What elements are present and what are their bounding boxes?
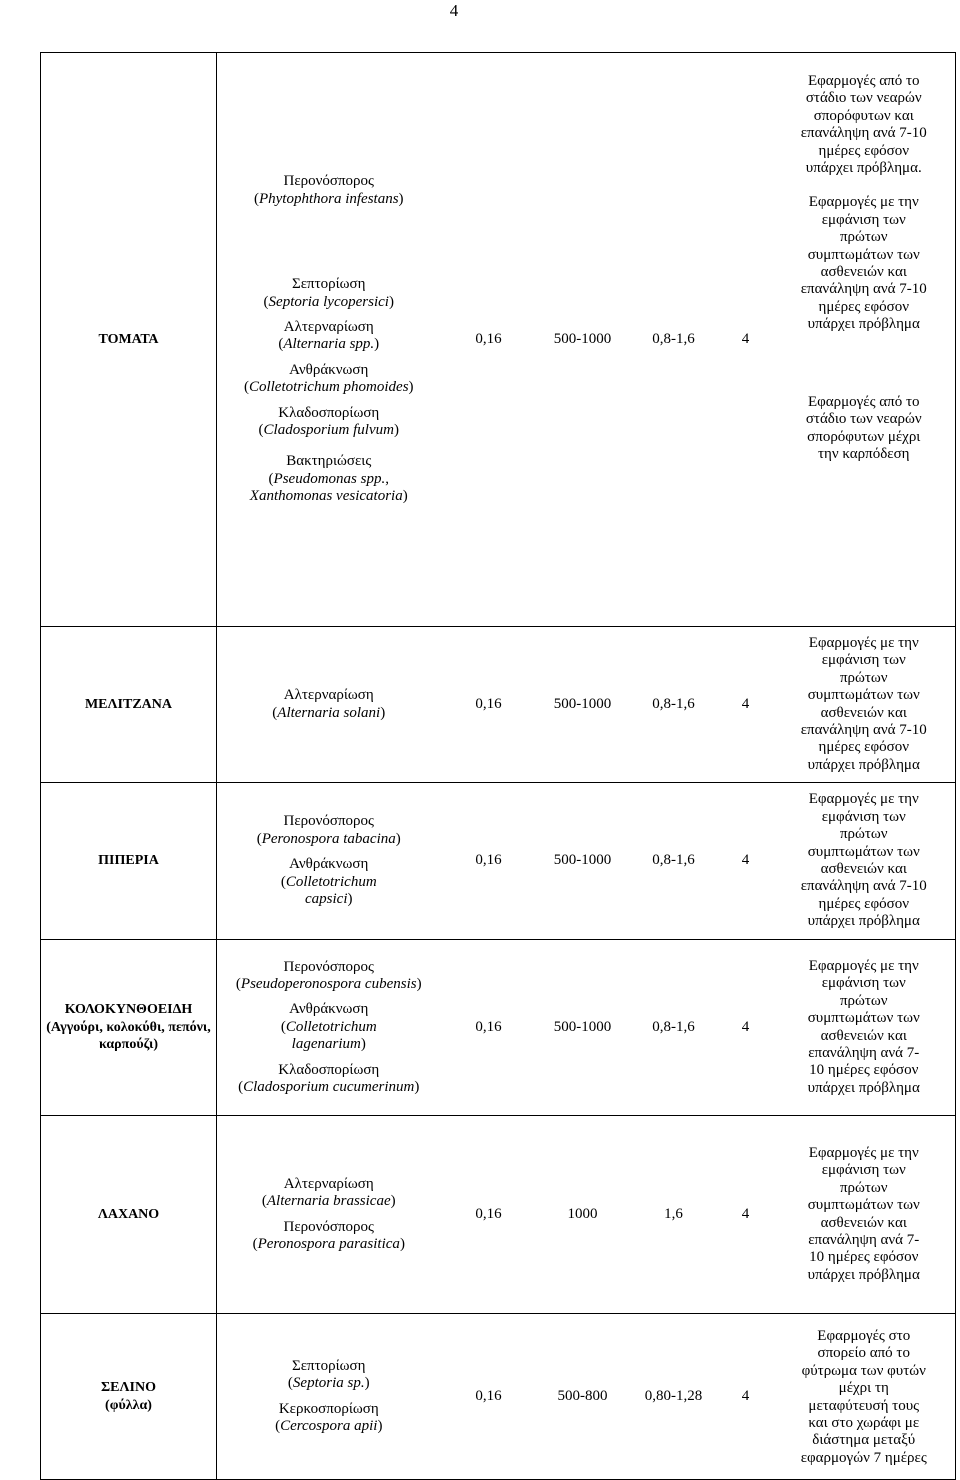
disease-cell xyxy=(217,1116,441,1314)
disease-scientific: capsici) xyxy=(305,891,353,908)
disease-name: Σεπτορίωση xyxy=(292,276,366,293)
notes-cell: Εφαρμογές με την εμφάνιση των πρώτων συμπτωμάτων των ασθενειών και επανάληψη ανά 7-10 ημέρες εφόσον υπάρχει πρόβλημα xyxy=(773,627,956,783)
dose-cell: 0,16 xyxy=(441,1116,537,1314)
disease-cell xyxy=(217,53,441,627)
table-row-tomato xyxy=(41,53,956,627)
disease-name: Περονόσπορος xyxy=(283,813,374,830)
disease-scientific: (Cladosporium fulvum) xyxy=(258,422,399,439)
crop-cell xyxy=(41,53,217,627)
disease-scientific: (Colletotrichum xyxy=(280,1018,377,1035)
disease-name: Βακτηριώσεις xyxy=(286,453,372,470)
disease-name: Περονόσπορος xyxy=(283,1218,374,1235)
disease-scientific: (Peronospora parasitica) xyxy=(252,1235,405,1252)
dose-cell: 0,16 xyxy=(441,627,537,783)
notes-cell: Εφαρμογές στο σπορείο από το φύτρωμα των φυτών μέχρι τη μεταφύτευσή τους και στο χωράφι με διάστημα μεταξύ εφαρμογών 7 ημέρες xyxy=(773,1314,956,1480)
crop-name: ΜΕΛΙΤΖΑΝΑ xyxy=(84,696,173,712)
dose-cell: 0,16 xyxy=(441,53,537,627)
max-apps-cell: 4 xyxy=(719,1116,773,1314)
dose-cell: 0,16 xyxy=(441,940,537,1116)
max-apps-cell: 4 xyxy=(719,627,773,783)
volume-cell: 500-1000 xyxy=(537,940,629,1116)
dose-cell: 0,16 xyxy=(441,783,537,940)
crop-name: ΤΟΜΑΤΑ xyxy=(98,331,159,347)
table-row-celery xyxy=(41,1314,956,1480)
volume-cell: 500-1000 xyxy=(537,53,629,627)
rate-cell: 0,8-1,6 xyxy=(629,53,719,627)
disease-scientific: (Cladosporium cucumerinum) xyxy=(238,1079,420,1096)
disease-name: Κλαδοσπορίωση xyxy=(278,404,380,421)
rate-cell: 1,6 xyxy=(629,1116,719,1314)
disease-cell xyxy=(217,1314,441,1480)
crop-name: ΣΕΛΙΝΟ xyxy=(101,1380,156,1396)
rate-cell: 0,8-1,6 xyxy=(629,627,719,783)
disease-scientific: (Colletotrichum xyxy=(280,873,377,890)
crop-cell xyxy=(41,627,217,783)
disease-cell xyxy=(217,627,441,783)
max-apps-cell: 4 xyxy=(719,53,773,627)
table-row-eggplant xyxy=(41,627,956,783)
disease-scientific: (Colletotrichum phomoides) xyxy=(243,379,414,396)
disease-scientific: (Alternaria solani) xyxy=(272,704,386,721)
crop-subtitle: (φύλλα) xyxy=(105,1397,152,1413)
disease-scientific: (Pseudomonas spp., xyxy=(268,470,389,487)
table-row-cucurbits xyxy=(41,940,956,1116)
disease-scientific: lagenarium) xyxy=(291,1036,366,1053)
table-row-pepper xyxy=(41,783,956,940)
disease-scientific: (Alternaria spp.) xyxy=(278,336,380,353)
crop-cell xyxy=(41,940,217,1116)
disease-cell xyxy=(217,783,441,940)
notes-cell: Εφαρμογές με την εμφάνιση των πρώτων συμπτωμάτων των ασθενειών και επανάληψη ανά 7-10 ημέρες εφόσον υπάρχει πρόβλημα xyxy=(773,783,956,940)
disease-scientific: Xanthomonas vesicatoria) xyxy=(249,488,408,505)
disease-name: Κερκοσπορίωση xyxy=(278,1400,379,1417)
crop-cell xyxy=(41,1314,217,1480)
disease-name: Αλτερναρίωση xyxy=(283,687,374,704)
volume-cell: 500-1000 xyxy=(537,627,629,783)
disease-scientific: (Septoria lycopersici) xyxy=(263,293,394,310)
disease-name: Ανθράκνωση xyxy=(289,361,369,378)
disease-scientific: (Phytophthora infestans) xyxy=(253,190,404,207)
crop-name: ΠΙΠΕΡΙΑ xyxy=(98,853,159,869)
crop-cell xyxy=(41,1116,217,1314)
max-apps-cell: 4 xyxy=(719,783,773,940)
crop-name: ΚΟΛΟΚΥΝΘΟΕΙΔΗ xyxy=(64,1002,193,1018)
disease-name: Σεπτορίωση xyxy=(292,1357,366,1374)
disease-name: Περονόσπορος xyxy=(283,958,374,975)
rate-cell: 0,8-1,6 xyxy=(629,783,719,940)
disease-scientific: (Alternaria brassicae) xyxy=(261,1193,396,1210)
disease-name: Ανθράκνωση xyxy=(289,856,369,873)
disease-scientific: (Cercospora apii) xyxy=(275,1417,383,1434)
volume-cell: 1000 xyxy=(537,1116,629,1314)
disease-scientific: (Peronospora tabacina) xyxy=(256,830,401,847)
dose-cell: 0,16 xyxy=(441,1314,537,1480)
page-number: 4 xyxy=(449,1,459,20)
disease-scientific: (Septoria sp.) xyxy=(287,1375,370,1392)
crop-subtitle: καρπούζι) xyxy=(98,1037,159,1053)
table-row-cabbage xyxy=(41,1116,956,1314)
max-apps-cell: 4 xyxy=(719,1314,773,1480)
disease-cell xyxy=(217,940,441,1116)
notes-cell: Εφαρμογές από το στάδιο των νεαρών σπορόφυτων και επανάληψη ανά 7-10 ημέρες εφόσον υπάρχει πρόβλημα. Εφαρμογές με την εμφάνιση των πρώτων συμπτωμάτων των ασθενειών και επανάληψη ανά 7-10 ημέρες εφόσον υπάρχει πρόβλημα Εφαρμογές από το στάδιο των νεαρών σπορόφυτων μέχρι την καρπόδεση xyxy=(773,53,956,627)
disease-name: Κλαδοσπορίωση xyxy=(278,1061,380,1078)
crop-disease-table xyxy=(40,52,956,1480)
crop-cell xyxy=(41,783,217,940)
volume-cell: 500-800 xyxy=(537,1314,629,1480)
rate-cell: 0,8-1,6 xyxy=(629,940,719,1116)
disease-scientific: (Pseudoperonospora cubensis) xyxy=(235,975,422,992)
disease-name: Περονόσπορος xyxy=(283,173,374,190)
volume-cell: 500-1000 xyxy=(537,783,629,940)
crop-name: ΛΑΧΑΝΟ xyxy=(97,1206,160,1222)
disease-name: Αλτερναρίωση xyxy=(283,318,374,335)
max-apps-cell: 4 xyxy=(719,940,773,1116)
crop-subtitle: (Αγγούρι, κολοκύθι, πεπόνι, xyxy=(46,1019,211,1035)
notes-cell: Εφαρμογές με την εμφάνιση των πρώτων συμπτωμάτων των ασθενειών και επανάληψη ανά 7- 10 ημέρες εφόσον υπάρχει πρόβλημα xyxy=(773,940,956,1116)
notes-cell: Εφαρμογές με την εμφάνιση των πρώτων συμπτωμάτων των ασθενειών και επανάληψη ανά 7- 10 ημέρες εφόσον υπάρχει πρόβλημα xyxy=(773,1116,956,1314)
rate-cell: 0,80-1,28 xyxy=(629,1314,719,1480)
disease-name: Ανθράκνωση xyxy=(289,1001,369,1018)
disease-name: Αλτερναρίωση xyxy=(283,1175,374,1192)
